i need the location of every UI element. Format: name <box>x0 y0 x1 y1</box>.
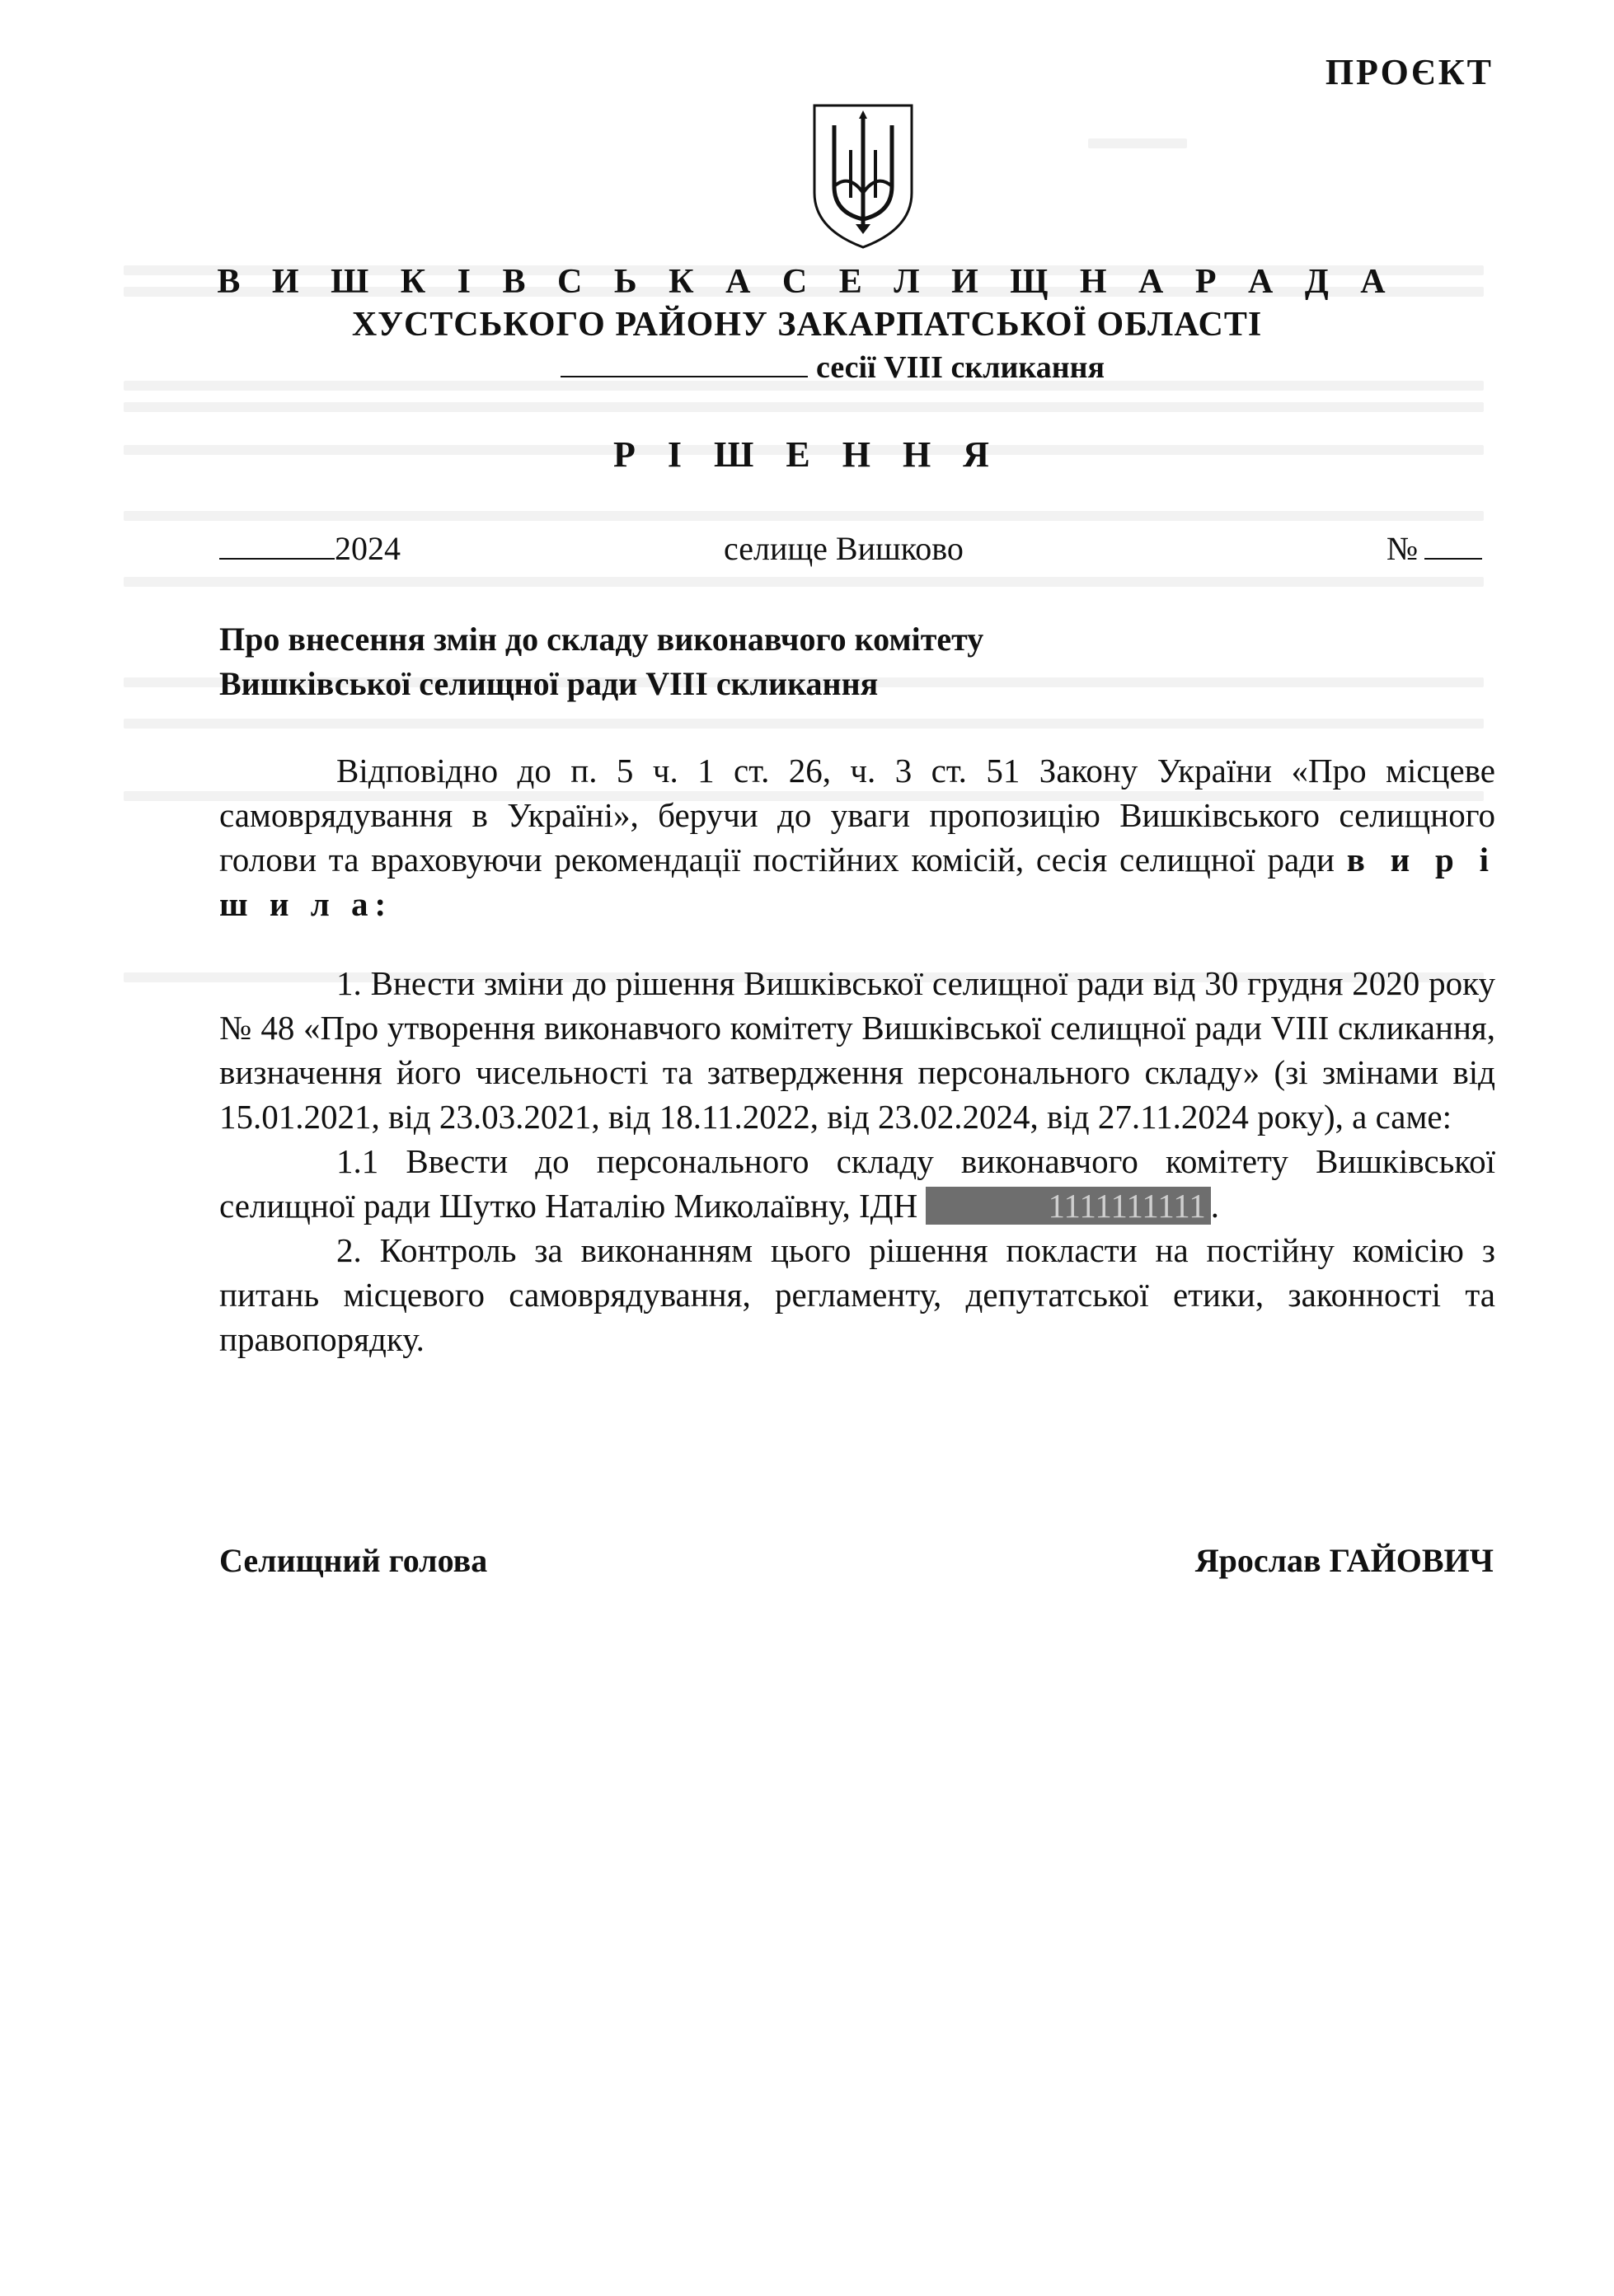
session-number-blank <box>561 376 808 377</box>
preamble-text: Відповідно до п. 5 ч. 1 ст. 26, ч. 3 ст. 51 Закону України «Про місцеве самоврядування в Україні», беручи до уваги пропозицію Вишківського селищного голови та враховуючи рекомендації постійних комісій, сесія селищної ради <box>219 752 1495 879</box>
show-through-mark <box>124 577 1484 587</box>
preamble <box>219 748 1495 926</box>
decided-word: в и р і ш и л а: <box>219 841 1495 923</box>
number-blank <box>1424 558 1482 560</box>
council-name: В И Ш К І В С Ь К А С Е Л И Щ Н А Р А Д А <box>217 263 1397 301</box>
decision-place: селище Вишково <box>724 530 964 567</box>
show-through-mark <box>124 511 1484 521</box>
decision-date <box>219 529 401 568</box>
show-through-mark <box>1088 138 1187 148</box>
subject-line-2: Вишківської селищної ради VIII скликання <box>219 665 879 702</box>
session-line <box>561 349 1105 386</box>
show-through-mark <box>124 402 1484 412</box>
document-title: Р І Ш Е Н Н Я <box>613 434 1001 475</box>
redacted-id-number: 1111111111 <box>926 1187 1210 1225</box>
show-through-mark <box>124 719 1484 729</box>
number-label: № <box>1386 530 1419 567</box>
item-2: 2. Контроль за виконанням цього рішення покласти на постійну комісію з питань місцевого самоврядування, регламенту, депутатської етики, законності та правопорядку. <box>219 1231 1495 1358</box>
trident-coat-of-arms-icon <box>809 101 917 251</box>
draft-label: ПРОЄКТ <box>1325 52 1494 92</box>
decision-number <box>1386 529 1482 568</box>
session-label: сесії VIII скликання <box>816 350 1105 385</box>
date-blank <box>219 558 335 560</box>
district-region: ХУСТСЬКОГО РАЙОНУ ЗАКАРПАТСЬКОЇ ОБЛАСТІ <box>351 306 1263 344</box>
item-1-1-text: 1.1 Ввести до персонального складу виконавчого комітету Вишківської селищної ради Шутко Наталію Миколаївну, ІДН <box>219 1142 1495 1225</box>
signer-role: Селищний голова <box>219 1542 488 1579</box>
subject-line-1: Про внесення змін до складу виконавчого комітету <box>219 621 984 658</box>
item-1-1: 1.1 Ввести до персонального складу виконавчого комітету Вишківської селищної ради Шутко Наталію Миколаївну, ІДН 1111111111 . <box>219 1142 1495 1225</box>
item-1: 1. Внести зміни до рішення Вишківської селищної ради від 30 грудня 2020 року № 48 «Про утворення виконавчого комітету Вишківської селищної ради VIII скликання, визначення його чисельності та затвердження персонального складу» (зі змінами від 15.01.2021, від 23.03.2021, від 18.11.2022, від 23.02.2024, від 27.11.2024 року), а саме: <box>219 964 1495 1136</box>
decision-year: 2024 <box>335 530 401 567</box>
signer-name: Ярослав ГАЙОВИЧ <box>1194 1542 1494 1579</box>
decision-items <box>219 961 1495 1361</box>
